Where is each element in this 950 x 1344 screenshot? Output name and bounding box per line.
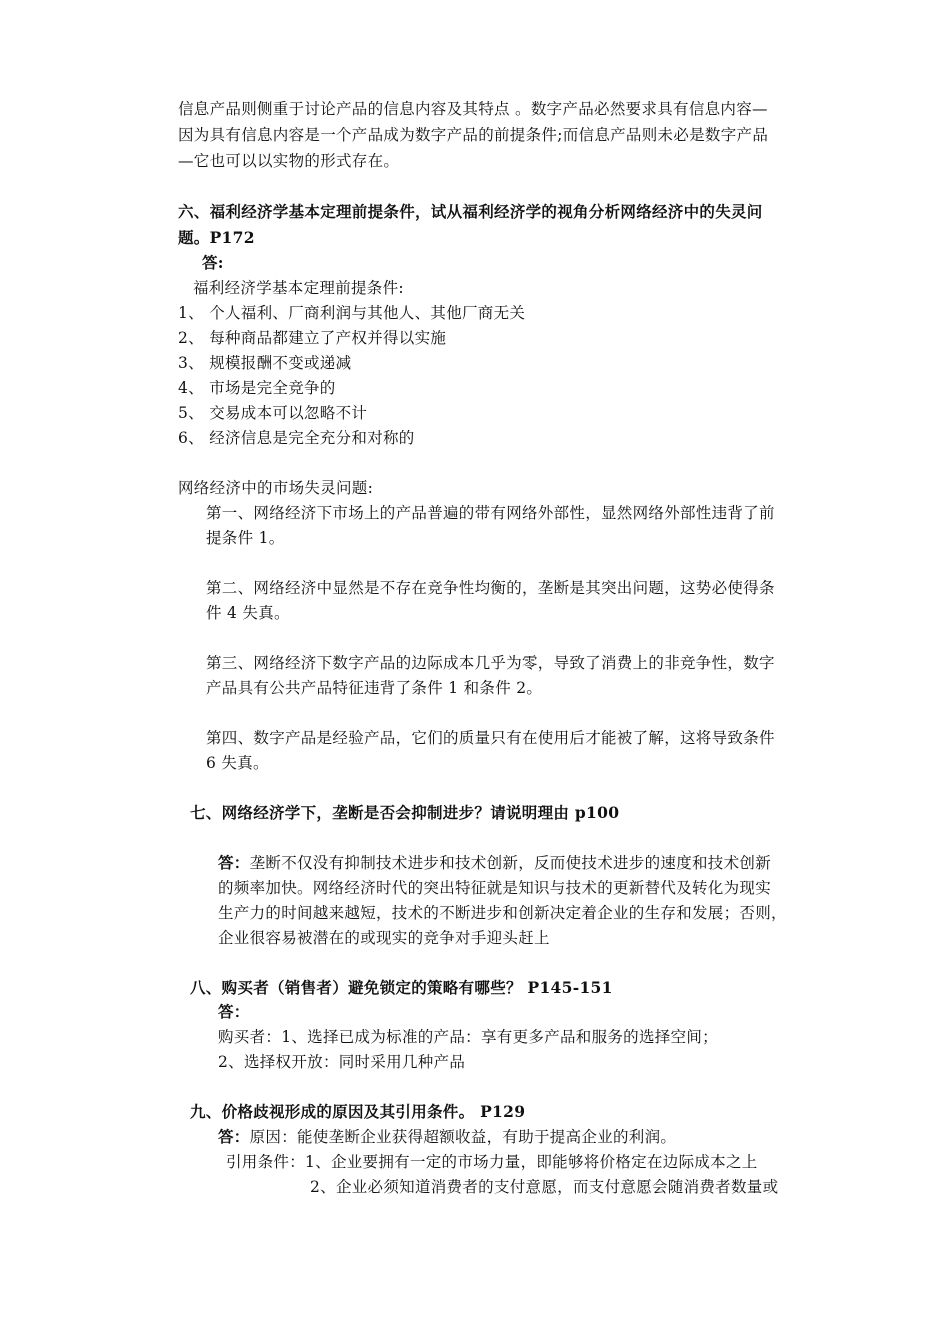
- q6-premise-heading: 福利经济学基本定理前提条件:: [193, 279, 404, 297]
- q6-premise-2: 2、 每种商品都建立了产权并得以实施: [178, 329, 447, 347]
- q8-answer-label: 答：: [218, 1002, 250, 1021]
- q6-point-1-line-2: 提条件 1。: [206, 529, 285, 547]
- q6-title-line-2: 题。P172: [178, 228, 255, 247]
- q9-answer-label: 答：: [218, 1127, 250, 1146]
- q7-answer-line-3: 生产力的时间越来越短，技术的不断进步和创新决定着企业的生存和发展；否则，: [218, 904, 787, 922]
- intro-line-2: 因为具有信息内容是一个产品成为数字产品的前提条件;而信息产品则未必是数字产品: [178, 126, 769, 144]
- q6-premise-4: 4、 市场是完全竞争的: [178, 379, 336, 397]
- q6-answer-label: 答:: [202, 253, 224, 272]
- q9-title: 九、价格歧视形成的原因及其引用条件。 P129: [190, 1102, 526, 1121]
- q7-answer-text-1: 垄断不仅没有抑制技术进步和技术创新，反而使技术进步的速度和技术创新: [249, 854, 772, 872]
- q7-title: 七、网络经济学下，垄断是否会抑制进步？请说明理由 p100: [190, 803, 620, 822]
- q8-answer-line-1: 购买者：1、选择已成为标准的产品：享有更多产品和服务的选择空间；: [218, 1028, 718, 1046]
- q6-point-4-line-2: 6 失真。: [206, 754, 269, 772]
- intro-line-3: —它也可以以实物的形式存在。: [178, 152, 400, 170]
- q9-reason: 原因：能使垄断企业获得超额收益，有助于提高企业的利润。: [249, 1128, 677, 1146]
- q6-point-4-line-1: 第四、数字产品是经验产品，它们的质量只有在使用后才能被了解，这将导致条件: [206, 729, 775, 747]
- q6-point-3-line-2: 产品具有公共产品特征违背了条件 1 和条件 2。: [206, 679, 543, 697]
- q7-answer-line-4: 企业很容易被潜在的或现实的竞争对手迎头赶上: [218, 929, 550, 947]
- q8-title: 八、购买者（销售者）避免锁定的策略有哪些？ P145-151: [190, 978, 613, 997]
- q6-point-1-line-1: 第一、网络经济下市场上的产品普遍的带有网络外部性，显然网络外部性违背了前: [206, 504, 775, 522]
- q6-premise-6: 6、 经济信息是完全充分和对称的: [178, 429, 415, 447]
- q6-premise-5: 5、 交易成本可以忽略不计: [178, 404, 368, 422]
- q7-answer-line-1: [218, 852, 771, 874]
- q6-premise-3: 3、 规模报酬不变或递减: [178, 354, 352, 372]
- q7-answer-line-2: 的频率加快。网络经济时代的突出特征就是知识与技术的更新替代及转化为现实: [218, 879, 772, 897]
- q6-title-line-1: 六、福利经济学基本定理前提条件，试从福利经济学的视角分析网络经济中的失灵问: [178, 202, 763, 221]
- q9-condition-1: 引用条件：1、企业要拥有一定的市场力量，即能够将价格定在边际成本之上: [226, 1153, 758, 1171]
- intro-line-1: 信息产品则侧重于讨论产品的信息内容及其特点 。数字产品必然要求具有信息内容—: [178, 100, 768, 118]
- q7-answer-label: 答：: [218, 853, 250, 872]
- q6-point-3-line-1: 第三、网络经济下数字产品的边际成本几乎为零，导致了消费上的非竞争性，数字: [206, 654, 775, 672]
- q6-point-2-line-2: 件 4 失真。: [206, 604, 290, 622]
- q6-point-2-line-1: 第二、网络经济中显然是不存在竞争性均衡的，垄断是其突出问题，这势必使得条: [206, 579, 775, 597]
- q6-failure-heading: 网络经济中的市场失灵问题:: [178, 479, 374, 497]
- q8-answer-line-2: 2、选择权开放：同时采用几种产品: [218, 1053, 466, 1071]
- q6-premise-1: 1、 个人福利、厂商利润与其他人、其他厂商无关: [178, 304, 526, 322]
- q9-condition-2: 2、企业必须知道消费者的支付意愿，而支付意愿会随消费者数量或: [310, 1178, 779, 1196]
- q9-answer-line-1: [218, 1126, 676, 1148]
